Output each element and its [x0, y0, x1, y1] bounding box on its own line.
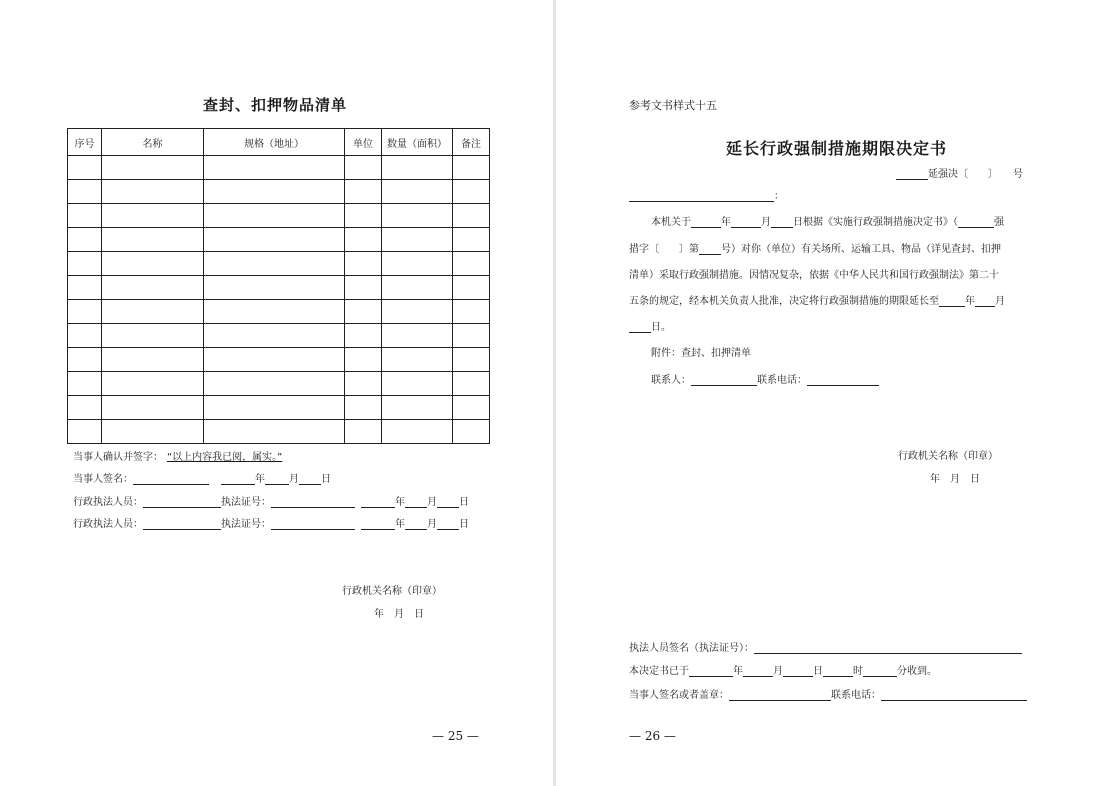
table-cell[interactable] [68, 252, 102, 276]
table-cell[interactable] [453, 204, 490, 228]
day-label: 日 [459, 497, 469, 508]
body-text: 本机关于 [651, 217, 691, 228]
table-cell[interactable] [382, 252, 453, 276]
year-label: 年 [255, 474, 265, 485]
phone-label: 联系电话： [831, 690, 881, 701]
confirm-label: 当事人确认并签字： [73, 452, 163, 463]
table-row [68, 324, 490, 348]
table-cell[interactable] [453, 420, 490, 444]
recipient-line [629, 187, 784, 202]
hour-label: 时 [853, 666, 863, 677]
extend-month-field[interactable] [975, 294, 995, 307]
attachment-line: 附件：查封、扣押清单 [651, 348, 751, 359]
table-cell[interactable] [204, 348, 345, 372]
year-label: 年 [965, 296, 975, 307]
table-cell[interactable] [68, 228, 102, 252]
table-cell[interactable] [382, 156, 453, 180]
received-month-field[interactable] [743, 664, 773, 677]
cert-label: 执法证号： [221, 519, 271, 530]
cert-label: 执法证号： [221, 497, 271, 508]
year-label: 年 [721, 217, 731, 228]
year-label: 年 [395, 519, 405, 530]
table-cell[interactable] [102, 348, 204, 372]
table-cell[interactable] [68, 204, 102, 228]
table-cell[interactable] [453, 276, 490, 300]
contact-line [651, 371, 879, 386]
decision-prefix-field[interactable] [958, 215, 994, 228]
table-cell[interactable] [453, 348, 490, 372]
table-cell[interactable] [204, 252, 345, 276]
header-quantity: 数量（面积） [382, 129, 453, 156]
table-row [68, 252, 490, 276]
body-line-5 [629, 318, 671, 333]
officer-label: 行政执法人员： [73, 519, 143, 530]
body-text: 五条的规定，经本机关负责人批准，决定将行政强制措施的期限延长至 [629, 296, 939, 307]
party-sign-line [73, 470, 331, 485]
officer-1-day-field[interactable] [437, 495, 459, 508]
contact-label: 联系人： [651, 375, 691, 386]
officer-1-cert-field[interactable] [271, 495, 355, 508]
table-cell[interactable] [102, 396, 204, 420]
party-sign-label: 当事人签名： [73, 474, 133, 485]
officer-label: 行政执法人员： [73, 497, 143, 508]
table-cell[interactable] [382, 348, 453, 372]
left-agency-seal: 行政机关名称（印章） [342, 586, 442, 597]
confirm-statement: “以上内容我已阅，属实。” [167, 452, 283, 463]
table-cell[interactable] [453, 228, 490, 252]
body-month-field[interactable] [731, 215, 761, 228]
table-cell[interactable] [382, 420, 453, 444]
table-cell[interactable] [453, 324, 490, 348]
received-year-field[interactable] [689, 664, 733, 677]
month-label: 月 [761, 217, 771, 228]
table-cell[interactable] [453, 300, 490, 324]
table-cell[interactable] [102, 324, 204, 348]
party-sign-line [629, 686, 1027, 701]
table-cell[interactable] [68, 396, 102, 420]
table-cell[interactable] [102, 156, 204, 180]
table-cell[interactable] [68, 300, 102, 324]
party-day-field[interactable] [299, 472, 321, 485]
day-label: 日 [459, 519, 469, 530]
document-number: 延强决〔 〕 号 [928, 169, 1023, 180]
table-cell[interactable] [382, 180, 453, 204]
right-page-number: — 26 — [629, 729, 676, 743]
year-label: 年 [395, 497, 405, 508]
table-cell[interactable] [453, 156, 490, 180]
table-cell[interactable] [102, 372, 204, 396]
table-row [68, 420, 490, 444]
table-cell[interactable] [382, 324, 453, 348]
table-cell[interactable] [453, 372, 490, 396]
table-row [68, 204, 490, 228]
recipient-field[interactable] [629, 189, 774, 202]
table-cell[interactable] [345, 204, 382, 228]
day-label: 日 [813, 666, 823, 677]
table-cell[interactable] [102, 300, 204, 324]
table-cell[interactable] [345, 228, 382, 252]
table-cell[interactable] [345, 420, 382, 444]
table-row [68, 348, 490, 372]
table-cell[interactable] [345, 324, 382, 348]
left-page [0, 0, 553, 786]
officer-2-day-field[interactable] [437, 517, 459, 530]
table-cell[interactable] [204, 204, 345, 228]
table-row [68, 276, 490, 300]
table-cell[interactable] [204, 228, 345, 252]
table-row [68, 372, 490, 396]
extend-year-field[interactable] [939, 294, 965, 307]
left-page-title: 查封、扣押物品清单 [203, 96, 348, 114]
table-cell[interactable] [453, 252, 490, 276]
document-number-line [896, 165, 1023, 180]
table-cell[interactable] [102, 180, 204, 204]
header-index: 序号 [68, 129, 102, 156]
contact-phone-field[interactable] [807, 373, 879, 386]
officer-line-2 [73, 515, 469, 530]
table-cell[interactable] [204, 324, 345, 348]
table-cell[interactable] [68, 276, 102, 300]
party-year-field[interactable] [221, 472, 255, 485]
officer-1-month-field[interactable] [405, 495, 427, 508]
table-cell[interactable] [102, 228, 204, 252]
table-cell[interactable] [204, 300, 345, 324]
right-page [556, 0, 1113, 786]
table-header-row [68, 129, 490, 156]
table-cell[interactable] [345, 180, 382, 204]
body-text: 强 [994, 217, 1004, 228]
body-text: 措字〔 〕第 [629, 244, 699, 255]
extend-day-field[interactable] [629, 320, 651, 333]
table-cell[interactable] [102, 276, 204, 300]
officer-line-1 [73, 493, 469, 508]
received-hour-field[interactable] [823, 664, 853, 677]
body-line-3: 清单）采取行政强制措施。因情况复杂，依据《中华人民共和国行政强制法》第二十 [629, 270, 999, 281]
body-text: 本决定书已于 [629, 666, 689, 677]
table-cell[interactable] [345, 372, 382, 396]
header-unit: 单位 [345, 129, 382, 156]
month-label: 月 [995, 296, 1005, 307]
officer-1-name-field[interactable] [143, 495, 221, 508]
table-cell[interactable] [345, 276, 382, 300]
party-phone-field[interactable] [881, 688, 1027, 701]
officer-sign-line [629, 639, 1022, 654]
officer-2-name-field[interactable] [143, 517, 221, 530]
table-cell[interactable] [102, 252, 204, 276]
body-line-2 [629, 240, 1001, 255]
officer-2-year-field[interactable] [361, 517, 395, 530]
table-cell[interactable] [68, 372, 102, 396]
table-cell[interactable] [453, 180, 490, 204]
right-seal-date: 年 月 日 [930, 474, 980, 485]
right-page-title: 延长行政强制措施期限决定书 [726, 139, 948, 158]
table-body [68, 156, 490, 444]
body-text: 号）对你（单位）有关场所、运输工具、物品（详见查封、扣押 [721, 244, 1001, 255]
table-cell[interactable] [204, 420, 345, 444]
body-line-1 [651, 213, 1004, 228]
table-cell[interactable] [68, 420, 102, 444]
table-cell[interactable] [382, 276, 453, 300]
table-cell[interactable] [204, 396, 345, 420]
received-line [629, 662, 937, 677]
table-cell[interactable] [382, 300, 453, 324]
year-label: 年 [733, 666, 743, 677]
table-cell[interactable] [204, 180, 345, 204]
party-sign-field[interactable] [133, 472, 209, 485]
officer-2-cert-field[interactable] [271, 517, 355, 530]
received-minute-field[interactable] [863, 664, 897, 677]
form-style-label: 参考文书样式十五 [629, 99, 717, 112]
header-name: 名称 [102, 129, 204, 156]
table-cell[interactable] [204, 372, 345, 396]
day-label: 日 [321, 474, 331, 485]
day-label: 日。 [651, 322, 671, 333]
table-cell[interactable] [204, 156, 345, 180]
item-list-table [67, 128, 490, 444]
month-label: 月 [289, 474, 299, 485]
table-cell[interactable] [68, 180, 102, 204]
officer-sign-field[interactable] [754, 641, 1022, 654]
table-cell[interactable] [345, 348, 382, 372]
month-label: 月 [427, 519, 437, 530]
phone-label: 联系电话： [757, 375, 807, 386]
left-seal-date: 年 月 日 [374, 609, 424, 620]
table-cell[interactable] [345, 252, 382, 276]
table-cell[interactable] [345, 396, 382, 420]
table-row [68, 156, 490, 180]
officer-sign-label: 执法人员签名（执法证号）： [629, 643, 754, 654]
table-cell[interactable] [204, 276, 345, 300]
minute-label: 分收到。 [897, 666, 937, 677]
table-row [68, 228, 490, 252]
header-remark: 备注 [453, 129, 490, 156]
right-agency-seal: 行政机关名称（印章） [898, 451, 998, 462]
month-label: 月 [773, 666, 783, 677]
body-year-field[interactable] [691, 215, 721, 228]
table-cell[interactable] [68, 348, 102, 372]
doc-prefix-field[interactable] [896, 167, 928, 180]
table-cell[interactable] [382, 396, 453, 420]
decision-number-field[interactable] [699, 242, 721, 255]
header-spec: 规格（地址） [204, 129, 345, 156]
table-cell[interactable] [382, 372, 453, 396]
table-cell[interactable] [345, 300, 382, 324]
table-row [68, 300, 490, 324]
left-page-number: — 25 — [432, 729, 479, 743]
party-sign-label: 当事人签名或者盖章： [629, 690, 729, 701]
received-day-field[interactable] [783, 664, 813, 677]
contact-person-field[interactable] [691, 373, 757, 386]
table-cell[interactable] [453, 396, 490, 420]
body-day-field[interactable] [771, 215, 793, 228]
body-line-4 [629, 292, 1005, 307]
table-cell[interactable] [345, 156, 382, 180]
body-text: 日根据《实施行政强制措施决定书》（ [793, 217, 958, 228]
party-month-field[interactable] [265, 472, 289, 485]
table-row [68, 396, 490, 420]
table-row [68, 180, 490, 204]
party-sign-field[interactable] [729, 688, 831, 701]
table-cell[interactable] [102, 204, 204, 228]
month-label: 月 [427, 497, 437, 508]
table-cell[interactable] [68, 324, 102, 348]
table-cell[interactable] [382, 228, 453, 252]
officer-1-year-field[interactable] [361, 495, 395, 508]
confirm-line [73, 448, 282, 463]
recipient-colon: ： [774, 191, 784, 202]
officer-2-month-field[interactable] [405, 517, 427, 530]
table-cell[interactable] [382, 204, 453, 228]
table-cell[interactable] [68, 156, 102, 180]
table-cell[interactable] [102, 420, 204, 444]
